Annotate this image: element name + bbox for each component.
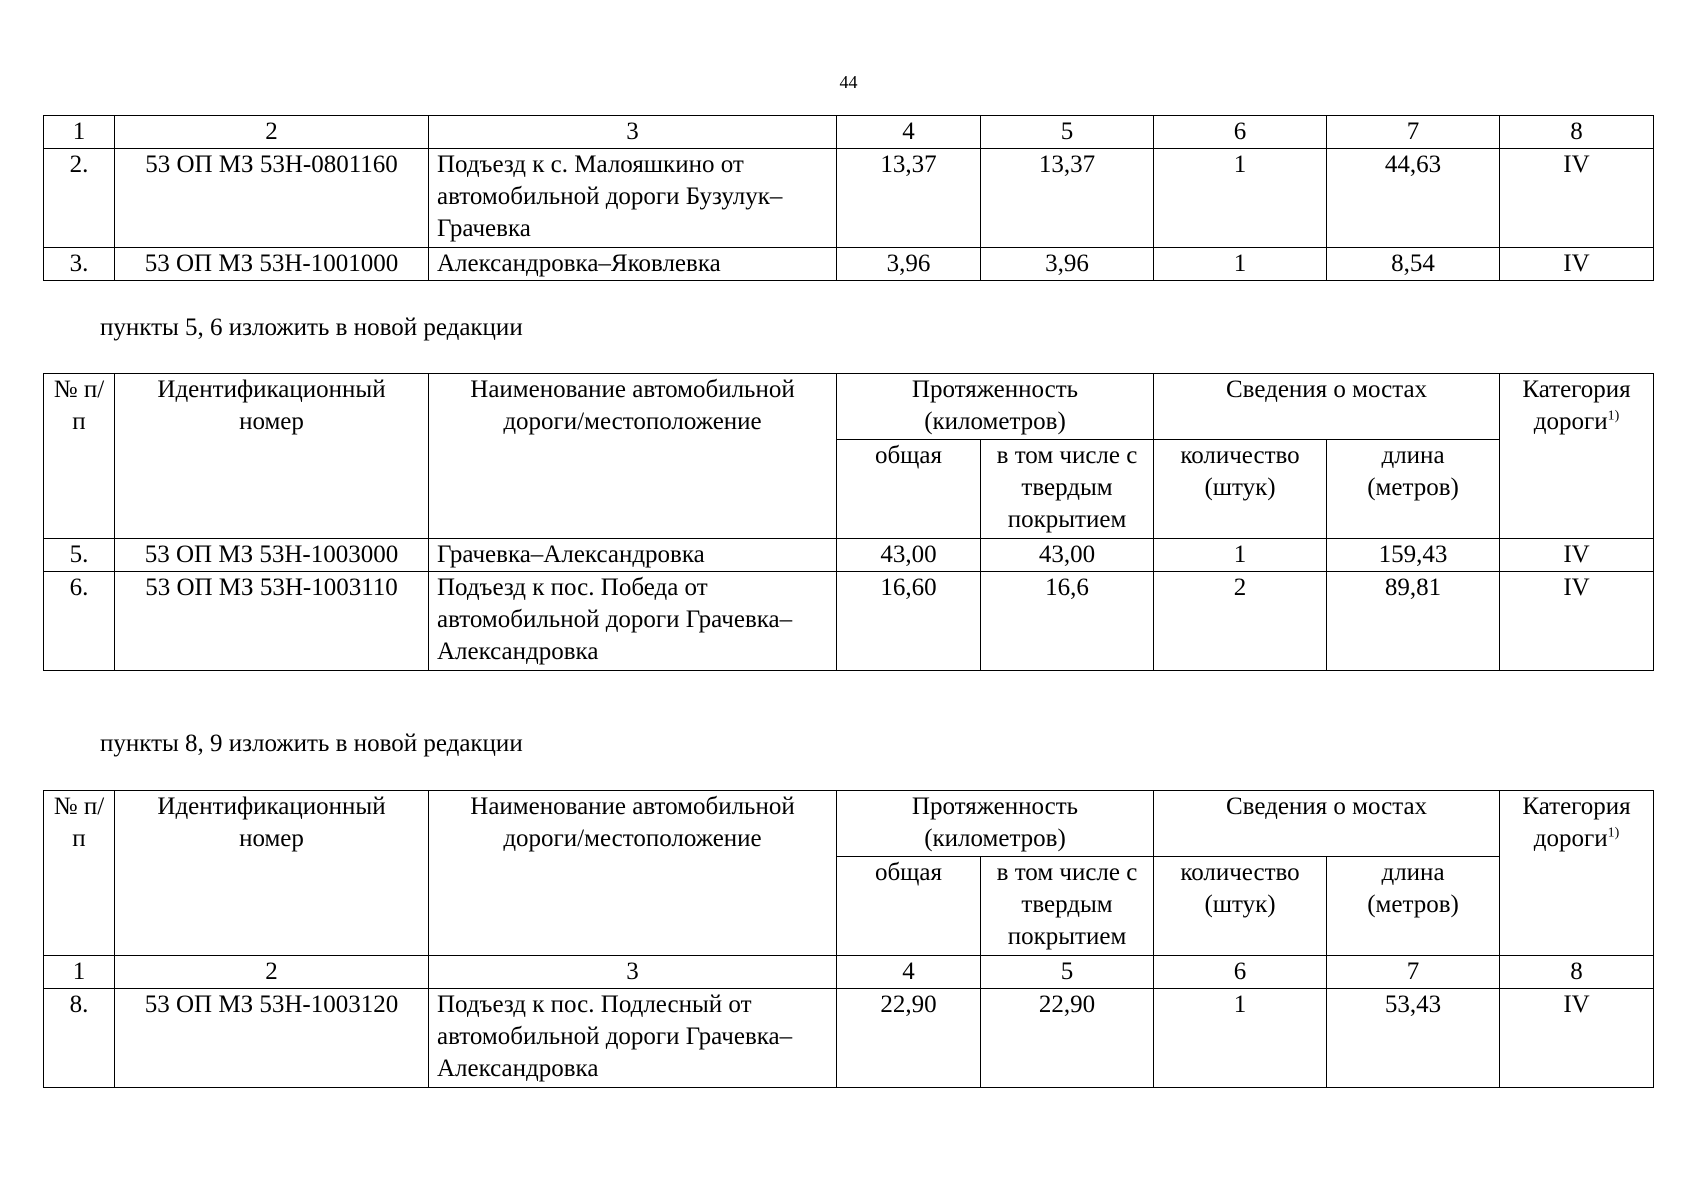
table-header-row: [44, 374, 1654, 440]
road-id: 53 ОП МЗ 53Н-1003110: [115, 572, 429, 671]
row-number: 6.: [44, 572, 115, 671]
column-number: 7: [1327, 116, 1500, 149]
header-id: Идентификационный номер: [115, 791, 429, 956]
header-category: Категория дороги$^{1)}$: [1500, 791, 1654, 956]
column-number: 3: [429, 116, 837, 149]
column-number: 6: [1154, 116, 1327, 149]
column-number-row: [44, 116, 1654, 149]
column-number: 5: [981, 116, 1154, 149]
bridges-length: 159,43: [1327, 539, 1500, 572]
bridges-count: 2: [1154, 572, 1327, 671]
column-number: 3: [429, 956, 837, 989]
row-number: 3.: [44, 248, 115, 281]
column-number: 7: [1327, 956, 1500, 989]
bridges-length: 8,54: [1327, 248, 1500, 281]
length-paved: 22,90: [981, 989, 1154, 1088]
column-number: 8: [1500, 116, 1654, 149]
length-paved: 16,6: [981, 572, 1154, 671]
roads-table-items-5-6: [43, 373, 1654, 671]
road-id: 53 ОП МЗ 53Н-1003000: [115, 539, 429, 572]
bridges-count: 1: [1154, 149, 1327, 248]
column-number: 2: [115, 956, 429, 989]
column-number: 1: [44, 116, 115, 149]
header-length: Протяженность (километров): [837, 374, 1154, 440]
bridges-count: 1: [1154, 248, 1327, 281]
table-row: [44, 539, 1654, 572]
amendment-text: пункты 5, 6 изложить в новой редакции: [100, 314, 523, 341]
header-id: Идентификационный номер: [115, 374, 429, 539]
column-number: 6: [1154, 956, 1327, 989]
bridges-count: 1: [1154, 989, 1327, 1088]
header-length-paved: в том числе с твердым покрытием: [981, 440, 1154, 539]
column-number: 5: [981, 956, 1154, 989]
header-bridges-count: количество (штук): [1154, 857, 1327, 956]
header-length-total: общая: [837, 857, 981, 956]
length-total: 13,37: [837, 149, 981, 248]
header-length-paved: в том числе с твердым покрытием: [981, 857, 1154, 956]
header-bridges: Сведения о мостах: [1154, 374, 1500, 440]
length-total: 43,00: [837, 539, 981, 572]
road-name: Подъезд к с. Малояшкино от автомобильной дороги Бузулук–Грачевка: [429, 149, 837, 248]
road-id: 53 ОП МЗ 53Н-1003120: [115, 989, 429, 1088]
road-category: IV: [1500, 149, 1654, 248]
table-header-row: [44, 791, 1654, 857]
header-num: № п/п: [44, 791, 115, 956]
length-paved: 43,00: [981, 539, 1154, 572]
header-bridges: Сведения о мостах: [1154, 791, 1500, 857]
roads-table-continuation: [43, 115, 1654, 281]
header-length: Протяженность (километров): [837, 791, 1154, 857]
amendment-text: пункты 8, 9 изложить в новой редакции: [100, 730, 523, 757]
road-name: Подъезд к пос. Победа от автомобильной дороги Грачевка–Александровка: [429, 572, 837, 671]
length-paved: 13,37: [981, 149, 1154, 248]
road-name: Александровка–Яковлевка: [429, 248, 837, 281]
road-category: IV: [1500, 572, 1654, 671]
page-number: 44: [839, 72, 858, 92]
header-name: Наименование автомобильной дороги/местоположение: [429, 791, 837, 956]
column-number: 8: [1500, 956, 1654, 989]
table-row: [44, 248, 1654, 281]
row-number: 2.: [44, 149, 115, 248]
table-row: [44, 989, 1654, 1088]
road-id: 53 ОП МЗ 53Н-0801160: [115, 149, 429, 248]
header-bridges-count: количество (штук): [1154, 440, 1327, 539]
length-total: 22,90: [837, 989, 981, 1088]
length-total: 3,96: [837, 248, 981, 281]
road-id: 53 ОП МЗ 53Н-1001000: [115, 248, 429, 281]
table-row: [44, 149, 1654, 248]
header-length-total: общая: [837, 440, 981, 539]
row-number: 8.: [44, 989, 115, 1088]
length-total: 16,60: [837, 572, 981, 671]
road-category: IV: [1500, 539, 1654, 572]
column-number: 4: [837, 116, 981, 149]
row-number: 5.: [44, 539, 115, 572]
road-name: Грачевка–Александровка: [429, 539, 837, 572]
header-num: № п/п: [44, 374, 115, 539]
bridges-length: 89,81: [1327, 572, 1500, 671]
header-bridges-length: длина (метров): [1327, 857, 1500, 956]
header-category: Категория дороги$^{1)}$: [1500, 374, 1654, 539]
column-number: 1: [44, 956, 115, 989]
roads-table-items-8-9: [43, 790, 1654, 1088]
bridges-length: 44,63: [1327, 149, 1500, 248]
header-name: Наименование автомобильной дороги/местоположение: [429, 374, 837, 539]
column-number: 4: [837, 956, 981, 989]
header-bridges-length: длина (метров): [1327, 440, 1500, 539]
column-number: 2: [115, 116, 429, 149]
road-category: IV: [1500, 989, 1654, 1088]
bridges-length: 53,43: [1327, 989, 1500, 1088]
road-name: Подъезд к пос. Подлесный от автомобильной дороги Грачевка–Александровка: [429, 989, 837, 1088]
road-category: IV: [1500, 248, 1654, 281]
table-row: [44, 572, 1654, 671]
bridges-count: 1: [1154, 539, 1327, 572]
column-number-row: [44, 956, 1654, 989]
length-paved: 3,96: [981, 248, 1154, 281]
